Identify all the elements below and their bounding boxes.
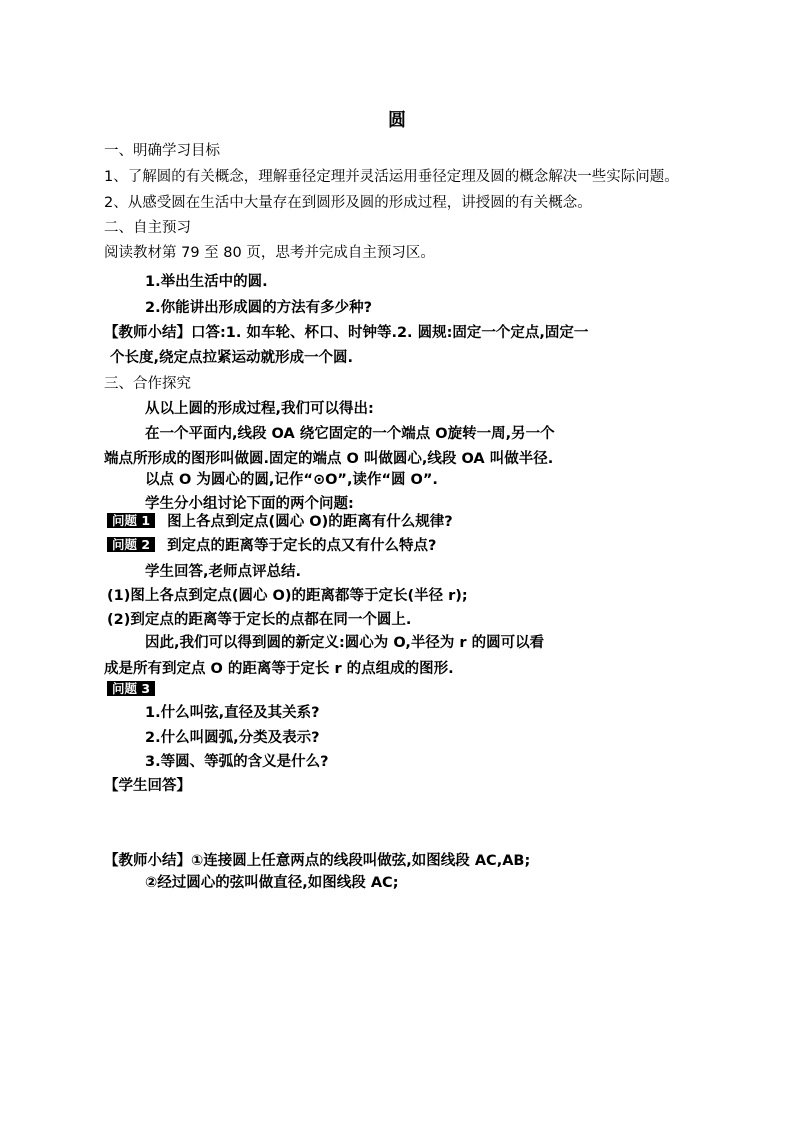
question-2-tag: 问题 2 bbox=[107, 537, 155, 552]
teacher-summary-label-2: 【教师小结】 bbox=[104, 853, 191, 869]
teacher-summary-item-2: ②经过圆心的弦叫做直径,如图线段 AC; bbox=[145, 875, 399, 891]
goal-item-2: 2、从感受圆在生活中大量存在到圆形及圆的形成过程，讲授圆的有关概念。 bbox=[104, 195, 592, 211]
teacher-summary-text: 口答:1. 如车轮、杯口、时钟等.2. 圆规:固定一个定点,固定一 bbox=[191, 325, 589, 341]
question-1-text: 图上各点到定点(圆心 O)的距离有什么规律? bbox=[167, 514, 453, 530]
page-title: 圆 bbox=[388, 110, 406, 131]
question-3-tag: 问题 3 bbox=[107, 681, 155, 696]
explore-paragraph-3: 端点所形成的图形叫做圆.固定的端点 O 叫做圆心,线段 OA 叫做半径. bbox=[104, 451, 554, 467]
teacher-summary-label: 【教师小结】 bbox=[104, 325, 191, 341]
explore-paragraph-2: 在一个平面内,线段 OA 绕它固定的一个端点 O旋转一周,另一个 bbox=[145, 426, 555, 442]
answer-1: (1)图上各点到定点(圆心 O)的距离都等于定长(半径 r); bbox=[107, 588, 468, 604]
explore-paragraph-4: 以点 O 为圆心的圆,记作“⊙O”,读作“圆 O”. bbox=[145, 472, 438, 488]
preview-question-2: 2.你能讲出形成圆的方法有多少种? bbox=[145, 300, 373, 316]
student-answer-label: 【学生回答】 bbox=[104, 778, 191, 794]
question-1-row bbox=[107, 512, 453, 532]
question-3-item-3: 3.等圆、等弧的含义是什么? bbox=[145, 754, 329, 770]
section-heading-goals: 一、明确学习目标 bbox=[104, 143, 220, 159]
question-3-item-1: 1.什么叫弦,直径及其关系? bbox=[145, 705, 320, 721]
teacher-summary-preview-cont: 个长度,绕定点拉紧运动就形成一个圆. bbox=[110, 350, 354, 366]
question-1-tag: 问题 1 bbox=[107, 513, 155, 528]
teacher-summary-item-1: ①连接圆上任意两点的线段叫做弦,如图线段 AC,AB; bbox=[191, 853, 531, 869]
preview-question-1: 1.举出生活中的圆. bbox=[145, 274, 268, 290]
preview-intro: 阅读教材第 79 至 80 页，思考并完成自主预习区。 bbox=[104, 245, 435, 261]
answer-2: (2)到定点的距离等于定长的点都在同一个圆上. bbox=[107, 612, 412, 628]
explore-paragraph-8: 成是所有到定点 O 的距离等于定长 r 的点组成的图形. bbox=[104, 661, 454, 677]
question-3-row bbox=[107, 680, 167, 700]
explore-paragraph-6: 学生回答,老师点评总结. bbox=[145, 564, 302, 580]
teacher-summary-explore bbox=[104, 851, 530, 871]
goal-item-1: 1、了解圆的有关概念，理解垂径定理并灵活运用垂径定理及圆的概念解决一些实际问题。 bbox=[104, 169, 679, 185]
explore-paragraph-5: 学生分小组讨论下面的两个问题: bbox=[145, 496, 354, 512]
section-heading-preview: 二、自主预习 bbox=[104, 220, 191, 236]
teacher-summary-preview bbox=[104, 323, 588, 343]
question-2-row bbox=[107, 536, 436, 556]
explore-paragraph-7: 因此,我们可以得到圆的新定义:圆心为 O,半径为 r 的圆可以看 bbox=[145, 635, 545, 651]
question-3-item-2: 2.什么叫圆弧,分类及表示? bbox=[145, 730, 320, 746]
section-heading-explore: 三、合作探究 bbox=[104, 376, 191, 392]
question-2-text: 到定点的距离等于定长的点又有什么特点? bbox=[167, 538, 437, 554]
explore-paragraph-1: 从以上圆的形成过程,我们可以得出: bbox=[145, 401, 374, 417]
